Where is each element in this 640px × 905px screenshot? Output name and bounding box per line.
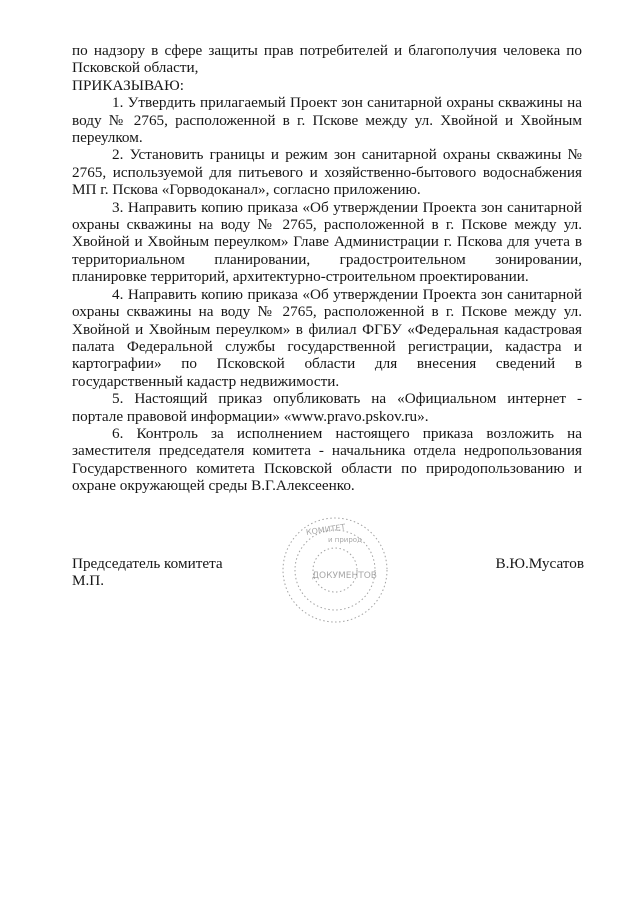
signatory-name: В.Ю.Мусатов (495, 555, 584, 572)
stamp-text-middle: и природ (328, 536, 362, 544)
document-body (72, 42, 582, 495)
paragraph-item-1: 1. Утвердить прилагаемый Проект зон санитарной охраны скважины на воду № 2765, расположенной в г. Пскове между ул. Хвойной и Хвойным переулком. (72, 94, 582, 147)
paragraph-item-2: 2. Установить границы и режим зон санитарной охраны скважины № 2765, используемой для питьевого и хозяйственно-бытового водоснабжения МП г. Пскова «Горводоканал», согласно приложению. (72, 146, 582, 199)
seal-place-label: М.П. (72, 572, 105, 590)
paragraph-intro: по надзору в сфере защиты прав потребителей и благополучия человека по Псковской области, (72, 42, 582, 77)
order-heading: ПРИКАЗЫВАЮ: (72, 76, 184, 94)
stamp-text-top: КОМИТЕТ (305, 522, 347, 538)
stamp-text-number: ДОКУМЕНТОВ (312, 571, 377, 581)
signatory-position (72, 555, 223, 590)
paragraph-item-3: 3. Направить копию приказа «Об утверждении Проекта зон санитарной охраны скважины на воду № 2765, расположенной в г. Пскове между ул. Хвойной и Хвойным переулком» Главе Администрации г. Пскова для учета в территориальном планировании, градостроительном зонировании, планировке территорий, архитектурно-строительном проектировании. (72, 198, 582, 286)
signature-block (72, 555, 584, 595)
position-title: Председатель комитета (72, 555, 223, 572)
paragraph-item-6: 6. Контроль за исполнением настоящего приказа возложить на заместителя председателя комитета - начальника отдела недропользования Государственного комитета Псковской области по природопользованию и охране окружающей среды В.Г.Алексеенко. (72, 424, 582, 495)
paragraph-item-5: 5. Настоящий приказ опубликовать на «Официальном интернет - портале правовой информации» «www.pravo.pskov.ru». (72, 390, 582, 425)
paragraph-item-4: 4. Направить копию приказа «Об утверждении Проекта зон санитарной охраны скважины на воду № 2765, расположенной в г. Пскове между ул. Хвойной и Хвойным переулком» в филиал ФГБУ «Федеральная кадастровая палата Федеральной службы государственной регистрации, кадастра и картографии» по Псковской области для внесения сведений в государственный кадастр недвижимости. (72, 285, 582, 390)
